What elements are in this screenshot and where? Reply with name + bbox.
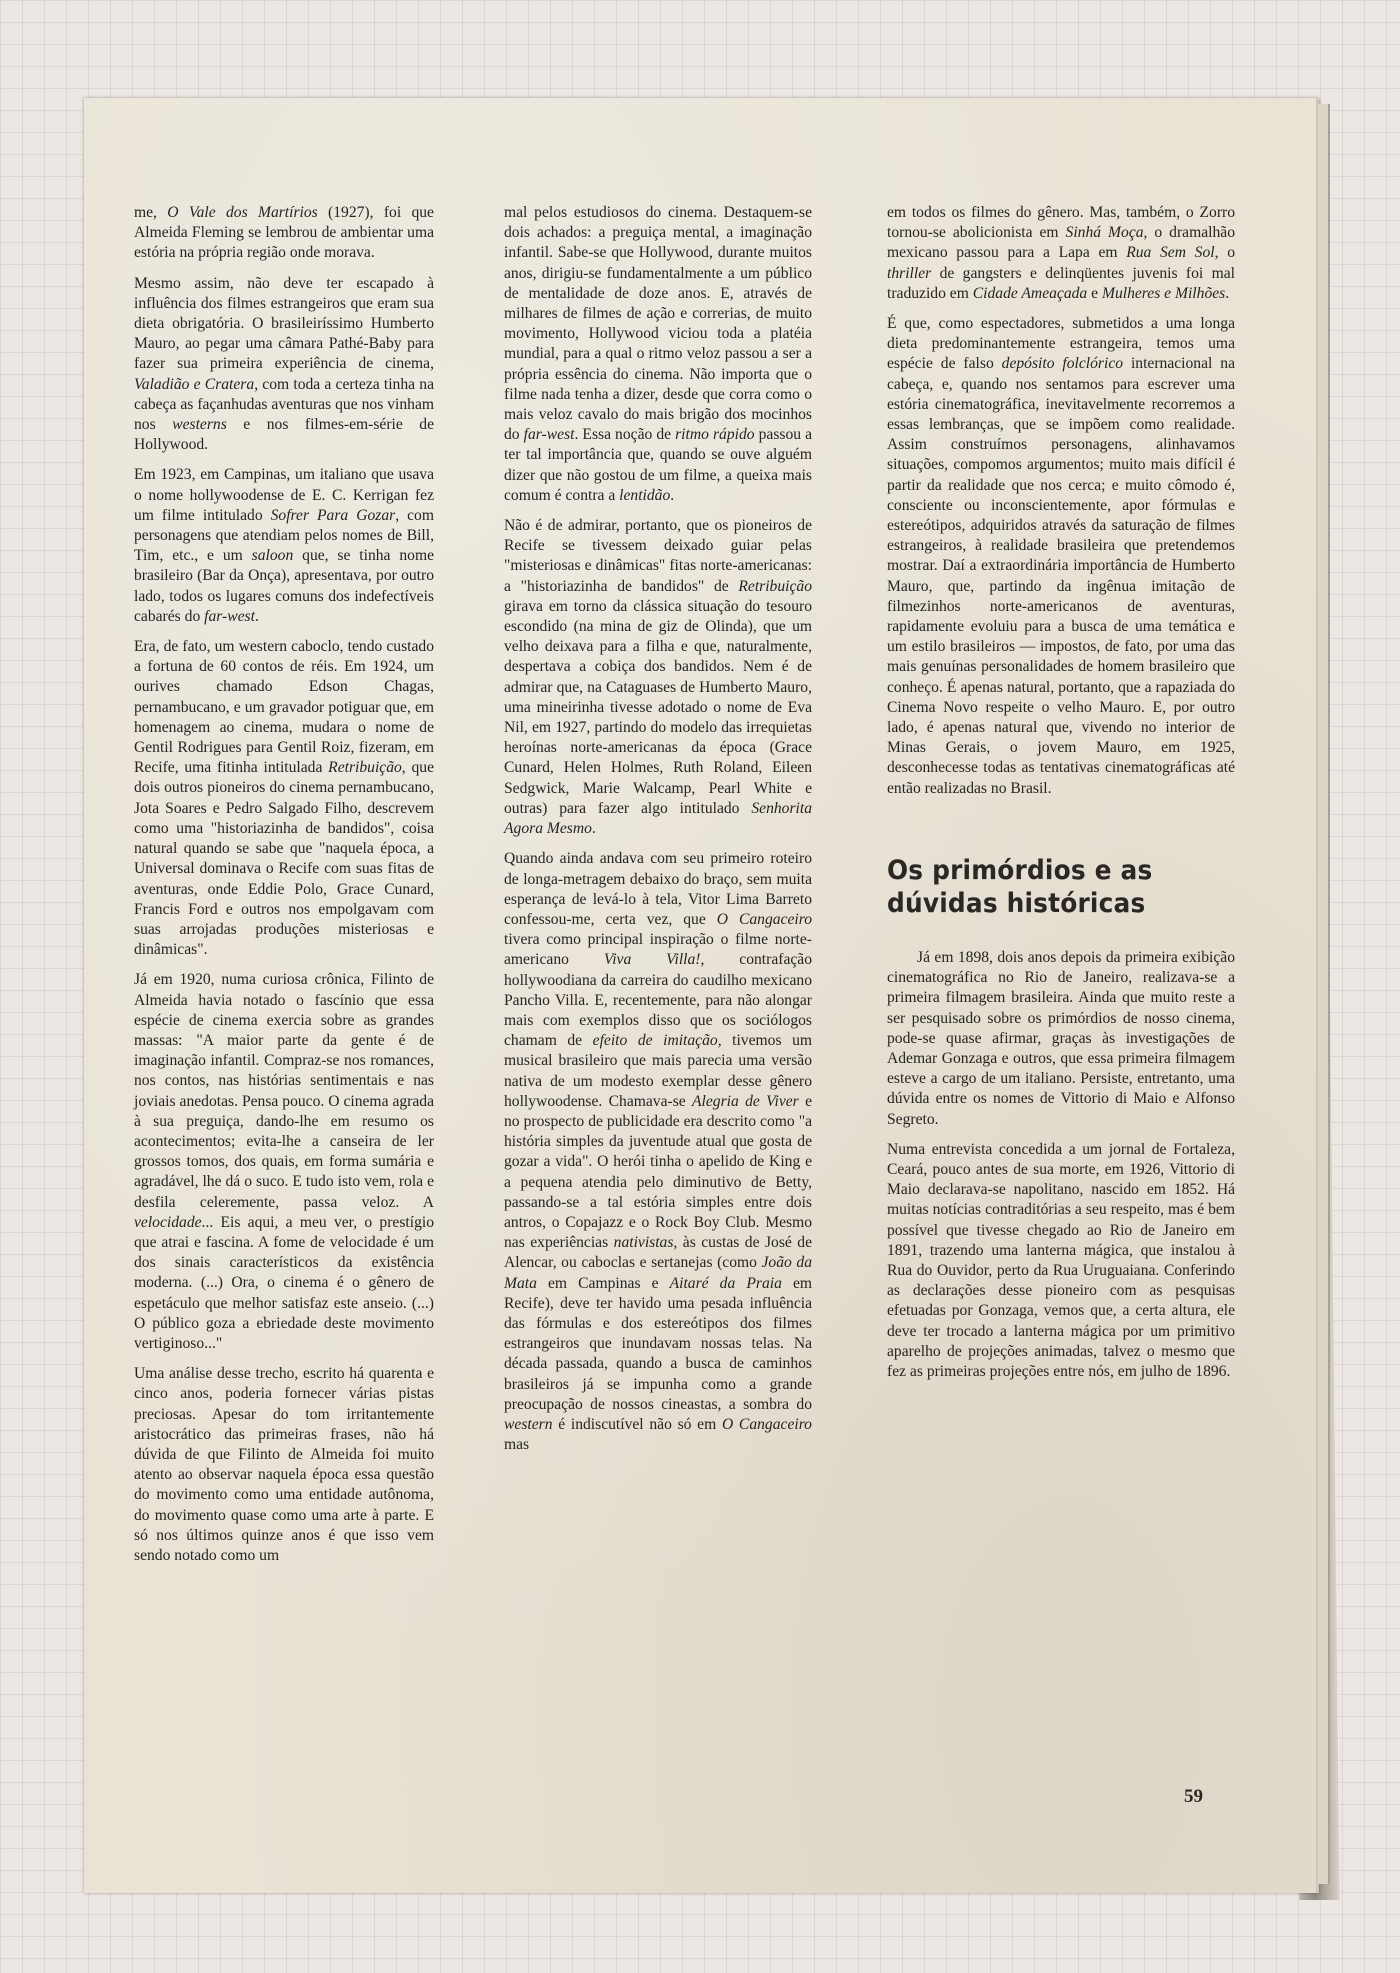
text-column-1 bbox=[134, 203, 434, 1576]
magazine-page bbox=[84, 98, 1319, 1893]
paragraph: me, O Vale dos Martírios (1927), foi que Almeida Fleming se lembrou de ambientar uma estória na própria região onde morava. bbox=[134, 204, 434, 262]
page-number: 59 bbox=[1184, 1786, 1203, 1807]
page-edge bbox=[1318, 104, 1330, 1884]
paragraph: Não é de admirar, portanto, que os pioneiros de Recife se tivessem deixado guiar pelas "misteriosas e dinâmicas" fitas norte-americanas: a "historiazinha de bandidos" de Retribuição girava em torno da clássica situação do tesouro escondido (na mina de giz de Olinda), que um velho deixava para a filha e que, naturalmente, despertava a cobiça dos bandidos. Nem é de admirar que, na Cataguases de Humberto Mauro, uma mineirinha tivesse adotado o nome de Eva Nil, em 1927, partindo do modelo das irrequietas heroínas norte-americanas da época (Grace Cunard, Helen Holmes, Ruth Roland, Eileen Sedgwick, Marie Walcamp, Pearl White e outras) para fazer algo intitulado Senhorita Agora Mesmo. bbox=[504, 517, 812, 838]
paragraph: em todos os filmes do gênero. Mas, também, o Zorro tornou-se abolicionista em Sinhá Moça, o dramalhão mexicano passou para a Lapa em Rua Sem Sol, o thriller de gangsters e delinqüentes juvenis foi mal traduzido em Cidade Ameaçada e Mulheres e Milhões. bbox=[887, 204, 1235, 302]
paragraph: Já em 1920, numa curiosa crônica, Filinto de Almeida havia notado o fascínio que essa espécie de cinema exercia sobre as grandes massas: "A maior parte da gente é de imaginação infantil. Compraz-se nos romances, nos contos, nas histórias sentimentais e nas joviais anedotas. Pensa pouco. O cinema agrada à sua preguiça, dando-lhe em resumo os acontecimentos; evita-lhe a canseira de ler grossos tomos, dos quais, em forma sumária e agradável, lhe dá o suco. E tudo isto vem, rola e desfila celeremente, passa veloz. A velocidade... Eis aqui, a meu ver, o prestígio que atrai e fascina. A fome de velocidade é um dos sinais característicos da existência moderna. (...) Ora, o cinema é o gênero de espetáculo que melhor satisfaz este anseio. (...) O público goza a ebriedade deste movimento vertiginoso..." bbox=[134, 971, 434, 1352]
paragraph: Era, de fato, um western caboclo, tendo custado a fortuna de 60 contos de réis. Em 1924, um ourives chamado Edson Chagas, pernambucano, e um gravador potiguar que, em homenagem ao cinema, mudara o nome de Gentil Rodrigues para Gentil Roiz, fizeram, em Recife, uma fitinha intitulada Retribuição, que dois outros pioneiros do cinema pernambucano, Jota Soares e Pedro Salgado Filho, descrevem como uma "historiazinha de bandidos", coisa natural quando se sabe que "naquela época, a Universal dominava o Recife com suas fitas de aventuras, onde Eddie Polo, Grace Cunard, Francis Ford e outros nos empolgavam com suas arrojadas produções misteriosas e dinâmicas". bbox=[134, 638, 434, 959]
text-column-3 bbox=[887, 203, 1235, 1392]
paragraph: Já em 1898, dois anos depois da primeira exibição cinematográfica no Rio de Janeiro, realizava-se a primeira filmagem brasileira. Ainda que muito reste a ser pesquisado sobre os primórdios de nosso cinema, pode-se quase afirmar, graças às investigações de Ademar Gonzaga e outros, que essa primeira filmagem esteve a cargo de um italiano. Persiste, entretanto, uma dúvida entre os nomes de Vittorio di Maio e Alfonso Segreto. bbox=[887, 948, 1235, 1128]
text-column-2 bbox=[504, 203, 812, 1465]
paragraph: É que, como espectadores, submetidos a uma longa dieta predominantemente estrangeira, temos uma espécie de falso depósito folclórico internacional na cabeça, e, quando nos sentamos para escrever uma estória cinematográfica, inevitavelmente recorremos a essas lembranças, que se impõem como realidade. Assim construímos personagens, alinhavamos situações, compomos argumentos; muito mais difícil é partir da realidade que nos cerca; e muito cômodo é, consciente ou inconscientemente, apor fórmulas e estereótipos, adquiridos através da saturação de filmes estrangeiros, à realidade brasileira que pretendemos mostrar. Daí a extraordinária importância de Humberto Mauro, que, partindo da ingênua imitação de filmezinhos norte-americanos de aventuras, rapidamente evoluiu para a busca de uma temática e um estilo brasileiros — impostos, de fato, por uma das mais genuínas personalidades de homem brasileiro que conheço. É apenas natural, portanto, que a rapaziada do Cinema Novo respeite o velho Mauro. E, por outro lado, é apenas natural que, vivendo no interior de Minas Gerais, o jovem Mauro, em 1925, desconhecesse todas as tentativas cinematográficas até então realizadas no Brasil. bbox=[887, 315, 1235, 797]
paragraph: Mesmo assim, não deve ter escapado à influência dos filmes estrangeiros que eram sua dieta obrigatória. O brasileiríssimo Humberto Mauro, ao pegar uma câmara Pathé-Baby para fazer sua primeira experiência de cinema, Valadião e Cratera, com toda a certeza tinha na cabeça as façanhudas aventuras que nos vinham nos westerns e nos filmes-em-série de Hollywood. bbox=[134, 274, 434, 454]
paragraph: mal pelos estudiosos do cinema. Destaquem-se dois achados: a preguiça mental, a imaginação infantil. Sabe-se que Hollywood, durante muitos anos, dirigiu-se fundamentalmente a um público de mentalidade de doze anos. E, através de milhares de filmes de ação e correrias, de muito movimento, Hollywood viciou toda a platéia mundial, para a qual o ritmo veloz passou a ser a própria essência do cinema. Não importa que o filme nada tenha a dizer, desde que corra como o mais veloz cavalo do mais brigão dos mocinhos do far-west. Essa noção de ritmo rápido passou a ter tal importância que, quando se ouve alguém dizer que não gostou de um filme, a queixa mais comum é contra a lentidão. bbox=[504, 204, 813, 504]
paragraph: Numa entrevista concedida a um jornal de Fortaleza, Ceará, pouco antes de sua morte, em 1926, Vittorio di Maio declarava-se napolitano, nascido em 1852. Há muitas notícias contraditórias a seu respeito, mas é bem possível que tivesse chegado ao Rio de Janeiro em 1891, trazendo uma lanterna mágica, que instalou à Rua do Ouvidor, perto da Rua Uruguaiana. Conferindo as declarações desse pioneiro com as pesquisas efetuadas por Gonzaga, vemos que, a certa altura, ele deve ter trocado a lanterna mágica por um primitivo aparelho de projeções animadas, talvez o mesmo que fez as primeiras projeções entre nós, em julho de 1896. bbox=[887, 1140, 1235, 1380]
paragraph: Quando ainda andava com seu primeiro roteiro de longa-metragem debaixo do braço, sem muita esperança de levá-lo à tela, Vitor Lima Barreto confessou-me, certa vez, que O Cangaceiro tivera como principal inspiração o filme norte-americano Viva Villa!, contrafação hollywoodiana da carreira do caudilho mexicano Pancho Villa. E, recentemente, para não alongar mais com exemplos disso que os sociólogos chamam de efeito de imitação, tivemos um musical brasileiro que mais parecia uma versão nativa de um modesto exemplar desse gênero hollywoodense. Chamava-se Alegria de Viver e no prospecto de publicidade era descrito como "a história simples da juventude atual que gosta de gozar a vida". O herói tinha o apelido de King e a pequena atendia pelo diminutivo de Betty, passando-se a tal estória simples entre dois antros, o Copajazz e o Rock Boy Club. Mesmo nas experiências nativistas, às custas de José de Alencar, ou caboclas e sertanejas (como João da Mata em Campinas e Aitaré da Praia em Recife), deve ter havido uma pesada influência das fórmulas e dos estereótipos dos filmes estrangeiros que inundavam nossas telas. Na década passada, quando a busca de caminhos brasileiros já se impunha como a grande preocupação de nossos cineastas, a sombra do western é indiscutível não só em O Cangaceiro mas bbox=[504, 850, 813, 1454]
paragraph: Em 1923, em Campinas, um italiano que usava o nome hollywoodense de E. C. Kerrigan fez um filme intitulado Sofrer Para Gozar, com personagens que atendiam pelos nomes de Bill, Tim, etc., e um saloon que, se tinha nome brasileiro (Bar da Onça), apresentava, por outro lado, todos os lugares comuns dos indefectíveis cabarés do far-west. bbox=[134, 466, 434, 625]
section-title: Os primórdios e as dúvidas históricas bbox=[887, 854, 1153, 919]
paragraph: Uma análise desse trecho, escrito há quarenta e cinco anos, poderia fornecer várias pistas preciosas. Apesar do tom irritantemente aristocrático das primeiras frases, não há dúvida de que Filinto de Almeida foi muito atento ao observar naquela época essa questão do movimento como uma entidade autônoma, do movimento quase como uma arte à parte. E só nos últimos quinze anos é que isso vem sendo notado como um bbox=[134, 1365, 434, 1564]
